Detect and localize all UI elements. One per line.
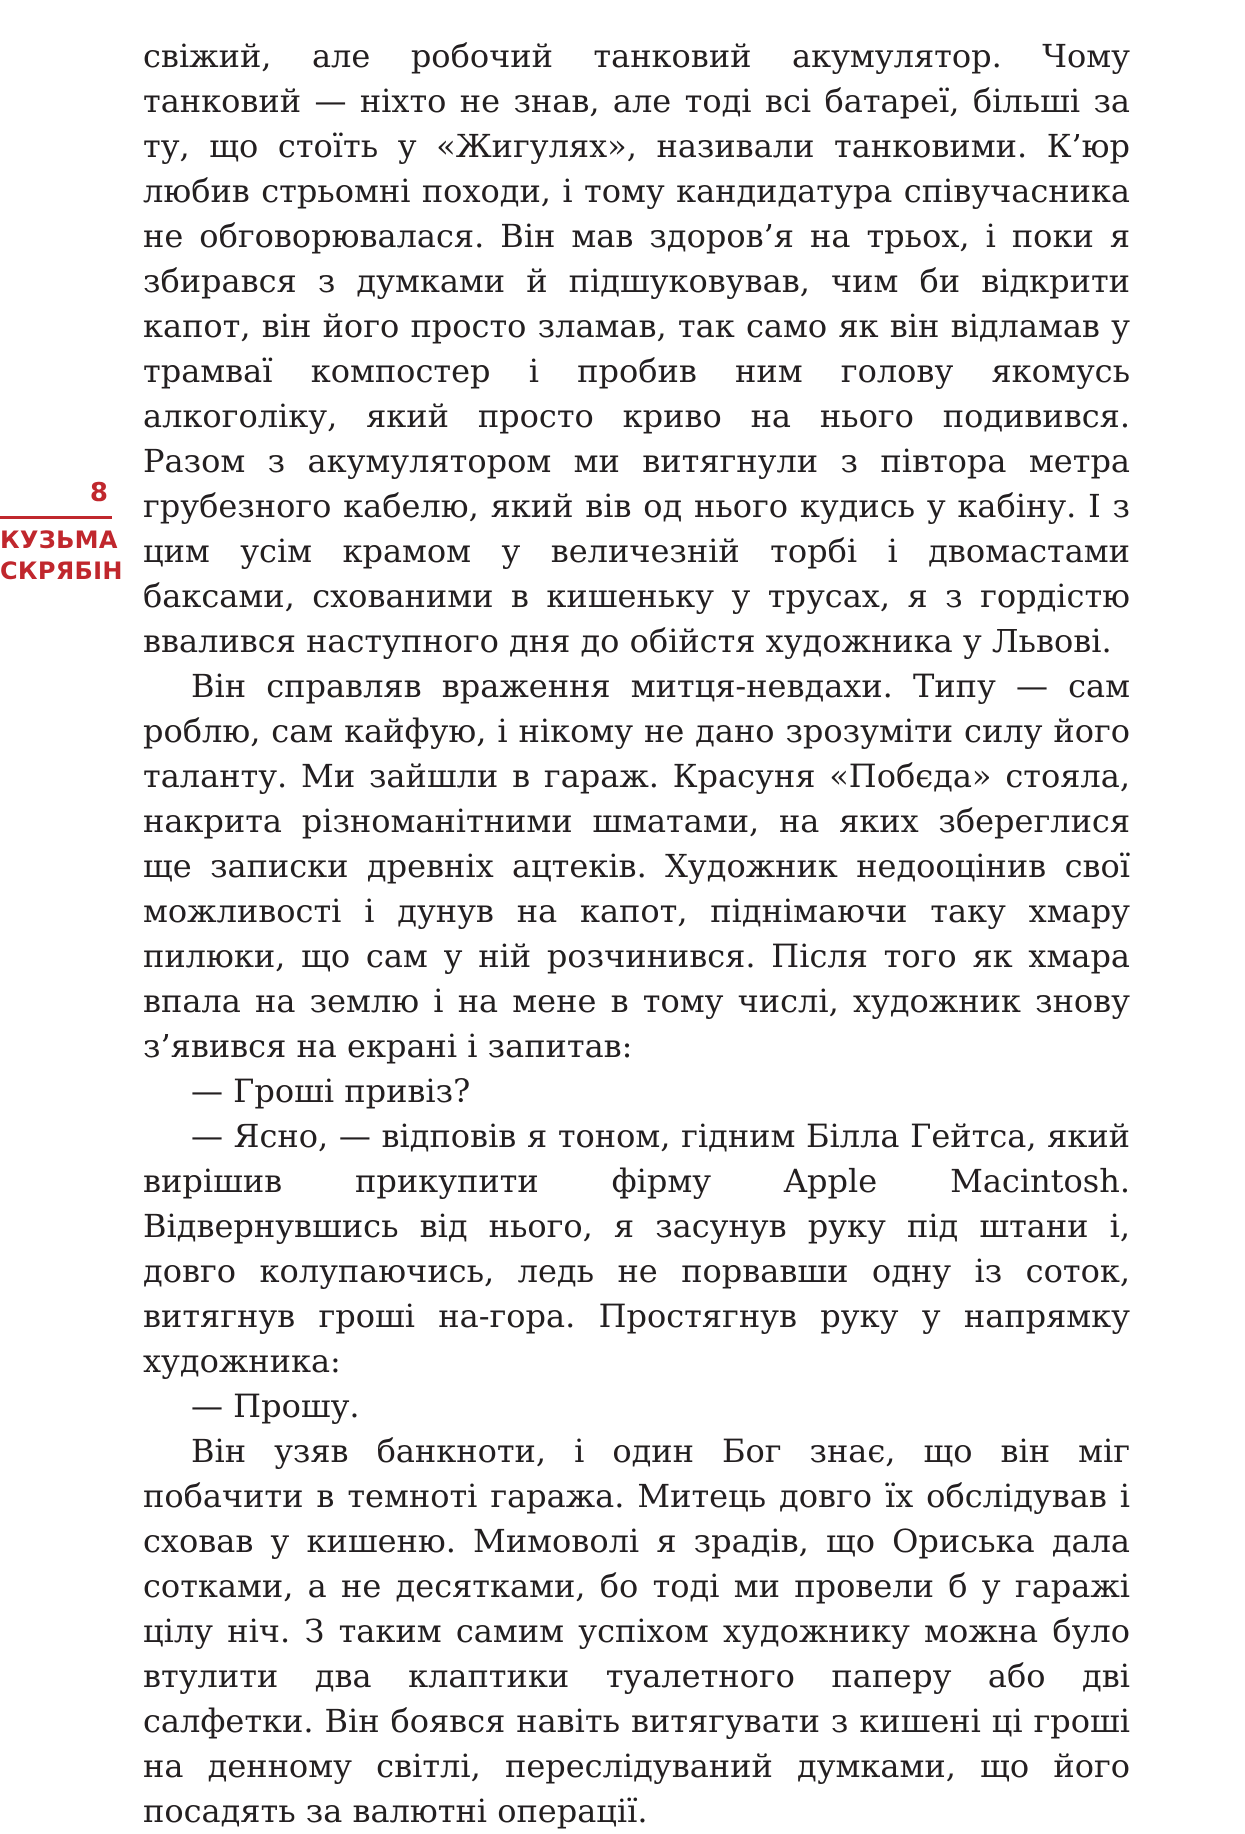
author-first-name: КУЗЬМА — [0, 526, 118, 554]
margin-divider — [0, 516, 112, 519]
body-text — [143, 34, 1130, 1834]
paragraph-1: свіжий, але робочий танковий акумулятор. Чому танковий — ніхто не знав, але тоді всі батареї, більші за ту, що стоїть у «Жигулях», називали танковими. К’юр любив стрьомні походи, і тому кандидатура співучасника не обговорювалася. Він мав здоров’я на трьох, і поки я збирався з думками й підшуковував, чим би відкрити капот, він його просто зламав, так само як він відламав у трамваї компостер і пробив ним голову якомусь алкоголіку, який просто криво на нього подивився. Разом з акумулятором ми витягнули з півтора метра грубезного кабелю, який вів од нього кудись у кабіну. І з цим усім крамом у величезній торбі і двомастами баксами, схованими в кишеньку у трусах, я з гордістю ввалився наступного дня до обійстя художника у Львові. — [143, 37, 1130, 660]
paragraph-3: Він узяв банкноти, і один Бог знає, що він міг побачити в темноті гаража. Митець довго їх обслідував і сховав у кишеню. Мимоволі я зрадів, що Ориська дала сотками, а не десятками, бо тоді ми провели б у гаражі цілу ніч. З таким самим успіхом художнику можна було втулити два клаптики туалетного паперу або дві салфетки. Він боявся навіть витягувати з кишені ці гроші на денному світлі, переслідуваний думками, що його посадять за валютні операції. — [143, 1432, 1130, 1830]
dialogue-line-3: — Прошу. — [191, 1387, 360, 1425]
author-last-name: СКРЯБІН — [0, 557, 123, 585]
page-number: 8 — [89, 478, 108, 508]
author-name — [0, 525, 123, 587]
dialogue-line-2: — Ясно, — відповів я тоном, гідним Білла Гейтса, який вирішив прикупити фірму Apple Macintosh. Відвернувшись від нього, я засунув руку під штани і, довго колупаючись, ледь не порвавши одну із соток, витягнув гроші на-гора. Простягнув руку у напрямку художника: — [143, 1117, 1130, 1380]
margin-note — [0, 478, 123, 587]
paragraph-2: Він справляв враження митця-невдахи. Типу — сам роблю, сам кайфую, і нікому не дано зрозуміти силу його таланту. Ми зайшли в гараж. Красуня «Побєда» стояла, накрита різноманітними шматами, на яких збереглися ще записки древніх ацтеків. Художник недооцінив свої можливості і дунув на капот, піднімаючи таку хмару пилюки, що сам у ній розчинився. Після того як хмара впала на землю і на мене в тому числі, художник знову з’явився на екрані і запитав: — [143, 667, 1130, 1065]
dialogue-line-1: — Гроші привіз? — [191, 1072, 471, 1110]
